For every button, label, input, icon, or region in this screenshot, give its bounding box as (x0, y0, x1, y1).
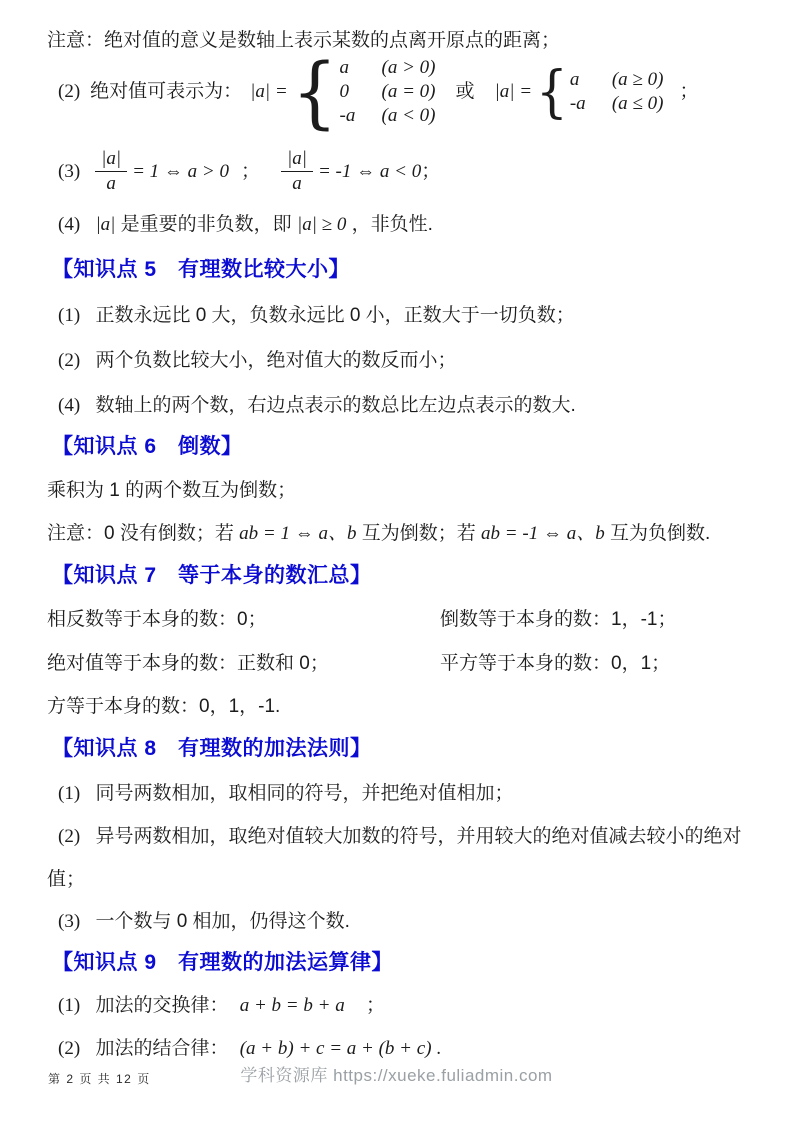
case-row (570, 68, 664, 92)
kp5-item-1 (58, 303, 763, 329)
semicolon: ； (421, 160, 441, 182)
kp6-note-text-1: 注意：0 没有倒数；若 (47, 523, 234, 544)
item-marker: (1) (58, 305, 81, 326)
kp6-heading: 【知识点 6 倒数】 (52, 435, 243, 458)
abs-a: |a| (95, 214, 116, 235)
kp5-item-1-text: 正数永远比 0 大，负数永远比 0 小，正数大于一切负数； (95, 305, 575, 326)
kp9-item-2 (58, 1036, 763, 1062)
kp5-heading: 【知识点 5 有理数比较大小】 (52, 258, 351, 281)
abs-item3-line (58, 148, 763, 195)
item2-end-punct: ； (679, 81, 699, 102)
case-expr: -a (339, 105, 356, 126)
relation-1: = 1 ⇔ a > 0 (132, 160, 230, 182)
case-cond: (a ≥ 0) (611, 69, 664, 90)
case-cond: (a < 0) (381, 105, 436, 126)
case-row (570, 92, 664, 116)
fraction-numerator: |a| (95, 148, 127, 172)
cases-rows-2 (570, 68, 664, 116)
item-marker: (2) (58, 350, 81, 371)
kp6-note-line (47, 521, 763, 547)
case-row (340, 80, 436, 104)
relation-2: = -1 ⇔ a < 0 (317, 160, 422, 182)
case-cond: (a = 0) (381, 81, 436, 102)
kp9-item-1-punct: ； (365, 995, 385, 1016)
abs-note-text: 注意：绝对值的意义是数轴上表示某数的点离开原点的距离； (47, 30, 561, 51)
case-cond: (a ≤ 0) (611, 93, 664, 114)
kp8-item-1-text: 同号两数相加，取相同的符号，并把绝对值相加； (95, 783, 514, 804)
cases-rows-1 (340, 56, 436, 128)
fraction-1 (95, 148, 127, 195)
kp7-row-2-right: 平方等于本身的数：0，1； (440, 653, 671, 674)
kp9-item-2-punct: . (436, 1038, 442, 1059)
kp8-item-3 (58, 909, 763, 935)
item-marker: (4) (58, 214, 81, 235)
kp5-item-2 (58, 348, 763, 374)
left-brace-icon: { (291, 46, 338, 138)
watermark-text: 学科资源库 https://xueke.fuliadmin.com (240, 1066, 553, 1085)
kp5-item-2-text: 两个负数比较大小，绝对值大的数反而小； (95, 350, 457, 371)
kp6-note-math-1: ab = 1 ⇔ a、b (239, 523, 357, 544)
kp9-item-1-label: 加法的交换律： (95, 995, 229, 1016)
kp6-note-text-3: 互为负倒数. (609, 523, 711, 544)
semicolon: ； (241, 160, 261, 182)
item-marker: (1) (58, 995, 81, 1016)
item-marker: (2) (58, 81, 81, 102)
left-brace-icon: { (536, 59, 568, 125)
kp5-item-3-text: 数轴上的两个数，右边点表示的数总比左边点表示的数大. (95, 395, 576, 416)
item4-text-1: 是重要的非负数，即 (120, 214, 292, 235)
case-expr: -a (569, 93, 586, 114)
fraction-denominator: a (292, 173, 302, 194)
kp7-row-3-left: 方等于本身的数：0，1，-1. (47, 696, 281, 717)
kp7-row-1-left: 相反数等于本身的数：0； (47, 609, 267, 630)
kp9-heading: 【知识点 9 有理数的加法运算律】 (52, 951, 394, 974)
kp7-row-2-left: 绝对值等于本身的数：正数和 0； (47, 653, 329, 674)
kp7-row-2 (47, 651, 763, 677)
item-marker: (1) (58, 783, 81, 804)
case-row (340, 56, 436, 80)
case-row (340, 104, 436, 128)
kp8-item-2 (58, 824, 763, 850)
abs-item4-line (58, 212, 763, 238)
case-expr: a (339, 57, 350, 78)
abs-ge-zero: |a| ≥ 0 (296, 214, 347, 235)
case-cond: (a > 0) (381, 57, 436, 78)
kp6-note-math-2: ab = -1 ⇔ a、b (481, 523, 605, 544)
item4-text-2: ，非负性. (351, 214, 433, 235)
item-marker: (2) (58, 1038, 81, 1059)
kp7-row-3 (47, 694, 763, 720)
commutative-law-formula: a + b = b + a (239, 995, 345, 1016)
abs-lhs-2: |a| = (494, 81, 533, 102)
cases-group-1 (291, 46, 436, 138)
kp8-item-1 (58, 781, 763, 807)
kp9-item-2-label: 加法的结合律： (95, 1038, 229, 1059)
kp7-row-1 (47, 607, 763, 633)
kp9-item-1 (58, 993, 763, 1019)
abs-note-line (47, 28, 763, 54)
fraction-2 (281, 148, 313, 195)
kp5-item-3 (58, 393, 763, 419)
cases-group-2 (536, 59, 664, 125)
fraction-denominator: a (106, 173, 116, 194)
abs-item2-label: 绝对值可表示为： (90, 81, 243, 102)
abs-item2-line (58, 46, 763, 138)
item-marker: (3) (58, 160, 81, 182)
kp8-item-2-text: 异号两数相加，取绝对值较大加数的符号，并用较大的绝对值减去较小的绝对 (95, 826, 742, 847)
case-expr: 0 (339, 81, 350, 102)
item-marker: (4) (58, 395, 81, 416)
item-marker: (2) (58, 826, 81, 847)
or-word: 或 (455, 81, 475, 102)
case-expr: a (569, 69, 580, 90)
fraction-numerator: |a| (281, 148, 313, 172)
kp8-item-3-text: 一个数与 0 相加，仍得这个数. (95, 911, 350, 932)
kp7-heading: 【知识点 7 等于本身的数汇总】 (52, 564, 372, 587)
item-marker: (3) (58, 911, 81, 932)
kp8-heading: 【知识点 8 有理数的加法法则】 (52, 737, 372, 760)
kp6-line-1: 乘积为 1 的两个数互为倒数； (47, 480, 297, 501)
kp7-row-1-right: 倒数等于本身的数：1，-1； (440, 609, 677, 630)
page-number: 第 2 页 共 12 页 (48, 1072, 151, 1086)
kp6-note-text-2: 互为倒数；若 (361, 523, 476, 544)
associative-law-formula: (a + b) + c = a + (b + c) (239, 1038, 432, 1059)
abs-lhs: |a| = (250, 81, 288, 102)
kp8-item-2-continuation (47, 867, 763, 893)
kp8-item-2-cont-text: 值； (47, 869, 86, 890)
